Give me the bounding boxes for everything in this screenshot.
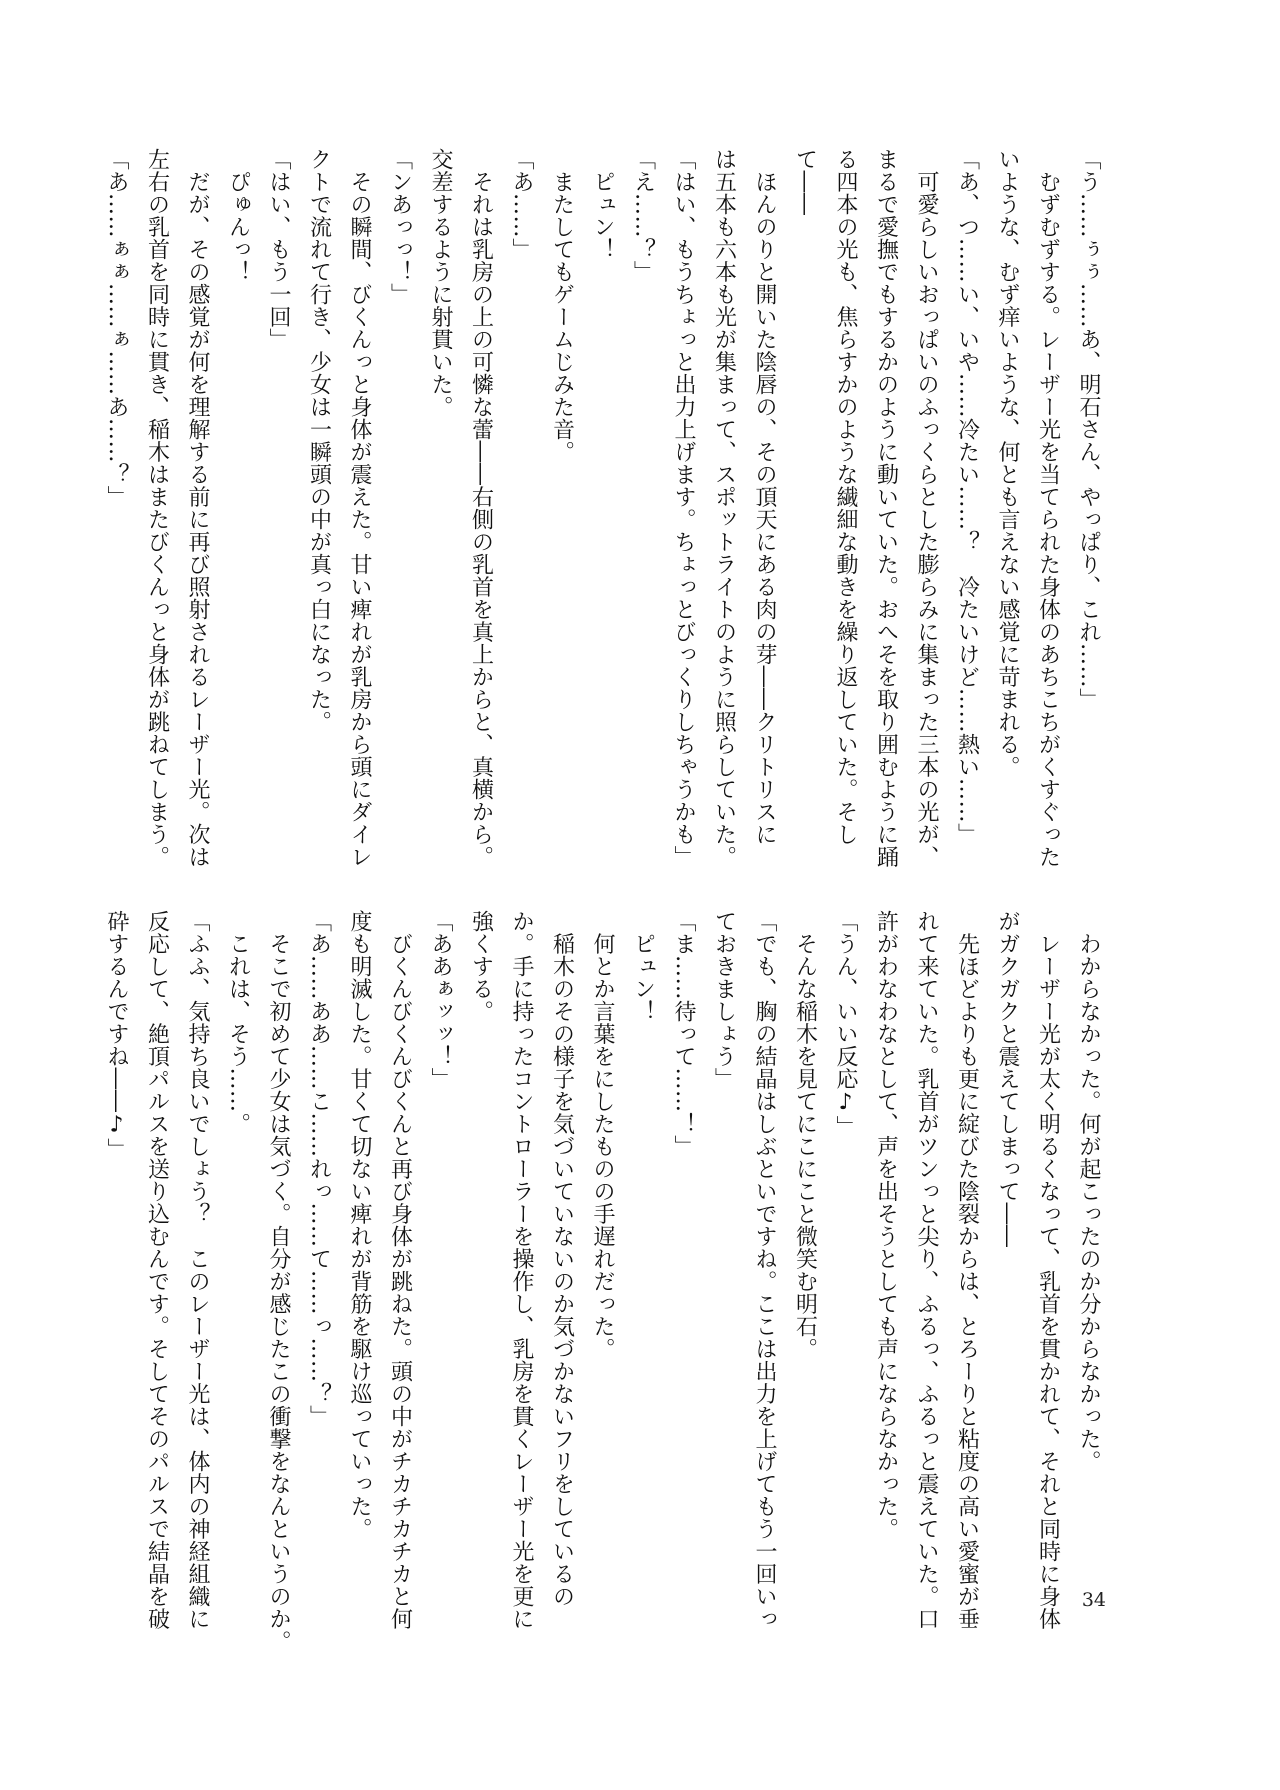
text-line: 可愛らしいおっぱいのふっくらとした膨らみに集まった三本の光が、 <box>914 148 939 868</box>
text-line: 「でも、胸の結晶はしぶといですね。ここは出力を上げてもう一回いっ <box>752 910 777 1630</box>
text-line: 「う……ぅぅ……あ、明石さん、やっぱり、これ……」 <box>1076 148 1101 711</box>
text-line: る四本の光も、焦らすかのような繊細な動きを繰り返していた。そし <box>833 148 858 846</box>
text-line: 「うん、いい反応♪」 <box>833 910 858 1138</box>
text-line: は五本も六本も光が集まって、スポットライトのように照らしていた。 <box>711 148 737 868</box>
text-line: またしてもゲームじみた音。 <box>549 148 575 463</box>
text-line: 砕するんですね――♪」 <box>104 910 129 1161</box>
text-line: そんな稲木を見てにこにこと微笑む明石。 <box>792 910 818 1360</box>
text-line: れて来ていた。乳首がツンっと尖り、ふるっ、ふるっと震えていた。口 <box>914 910 939 1630</box>
text-line: びくんびくんびくんと再び身体が跳ねた。頭の中がチカチカチカと何 <box>387 910 413 1630</box>
text-line: 「ああぁッッ！」 <box>428 910 453 1090</box>
text-line: ピュン！ <box>590 148 615 261</box>
text-line: それは乳房の上の可憐な蕾――右側の乳首を真上からと、真横から。 <box>468 148 494 868</box>
text-line: 先ほどよりも更に綻びた陰裂からは、とろーりと粘度の高い愛蜜が垂 <box>954 910 980 1630</box>
text-line: これは、そう……。 <box>225 910 251 1135</box>
text-line: その瞬間、びくんっと身体が震えた。甘い痺れが乳房から頭にダイレ <box>347 148 372 868</box>
text-line: 「あ、つ……い、いや……冷たい……？ 冷たいけど……熱い……」 <box>954 148 980 846</box>
text-line: ておきましょう」 <box>711 910 737 1090</box>
text-line: 「はい、もうちょっと出力上げます。ちょっとびっくりしちゃうかも」 <box>671 148 696 868</box>
text-line: まるで愛撫でもするかのように動いていた。おへそを取り囲むように踊 <box>873 148 899 868</box>
text-line: 「え……？」 <box>630 148 656 283</box>
text-line: 「ま……待って……！」 <box>671 910 696 1158</box>
text-line: むずむずする。レーザー光を当てられた身体のあちこちがくすぐった <box>1035 148 1061 868</box>
text-line: ピュン！ <box>630 910 656 1023</box>
text-line: 「あ……ああ……こ……れっ……て……っ……？」 <box>306 910 332 1428</box>
text-line: 交差するように射貫いた。 <box>428 148 453 418</box>
text-line: か。手に持ったコントローラーを操作し、乳房を貫くレーザー光を更に <box>509 910 534 1630</box>
text-line: レーザー光が太く明るくなって、乳首を貫かれて、それと同時に身体 <box>1035 910 1061 1630</box>
text-line: 「はい、もう一回」 <box>266 148 291 351</box>
top-text-tier <box>104 148 1108 884</box>
text-line: がガクガクと震えてしまって―― <box>995 910 1020 1248</box>
text-line: 反応して、絶頂パルスを送り込むんです。そしてそのパルスで結晶を破 <box>144 910 170 1630</box>
text-line: 何とか言葉をにしたものの手遅れだった。 <box>590 910 615 1360</box>
text-line: 「ンあっっ！」 <box>387 148 413 306</box>
text-line: 許がわなわなとして、声を出そうとしても声にならなかった。 <box>873 910 899 1540</box>
text-line: 「ふふ、気持ち良いでしょう？ このレーザー光は、体内の神経組織に <box>185 910 210 1630</box>
text-line: わからなかった。何が起こったのか分からなかった。 <box>1076 910 1101 1473</box>
text-line: ぴゅんっ！ <box>225 148 251 283</box>
text-line: 「あ……」 <box>509 148 534 261</box>
text-line: て―― <box>792 148 818 216</box>
text-line: 度も明滅した。甘くて切ない痺れが背筋を駆け巡っていった。 <box>347 910 372 1540</box>
text-line: 「あ……ぁぁ……ぁ……あ……？」 <box>104 148 129 508</box>
text-line: 左右の乳首を同時に貫き、稲木はまたびくんっと身体が跳ねてしまう。 <box>144 148 170 868</box>
text-line: 稲木のその様子を気づいていないのか気づかないフリをしているの <box>549 910 575 1608</box>
text-line: そこで初めて少女は気づく。自分が感じたこの衝撃をなんというのか。 <box>266 910 291 1653</box>
text-line: いような、むず痒いような、何とも言えない感覚に苛まれる。 <box>995 148 1020 778</box>
text-line: だが、その感覚が何を理解する前に再び照射されるレーザー光。次は <box>185 148 210 868</box>
text-line: クトで流れて行き、少女は一瞬頭の中が真っ白になった。 <box>306 148 332 733</box>
text-line: 強くする。 <box>468 910 494 1023</box>
text-line: ほんのりと開いた陰唇の、その頂天にある肉の芽――クリトリスに <box>752 148 777 846</box>
page-number: 34 <box>1081 1589 1106 1611</box>
